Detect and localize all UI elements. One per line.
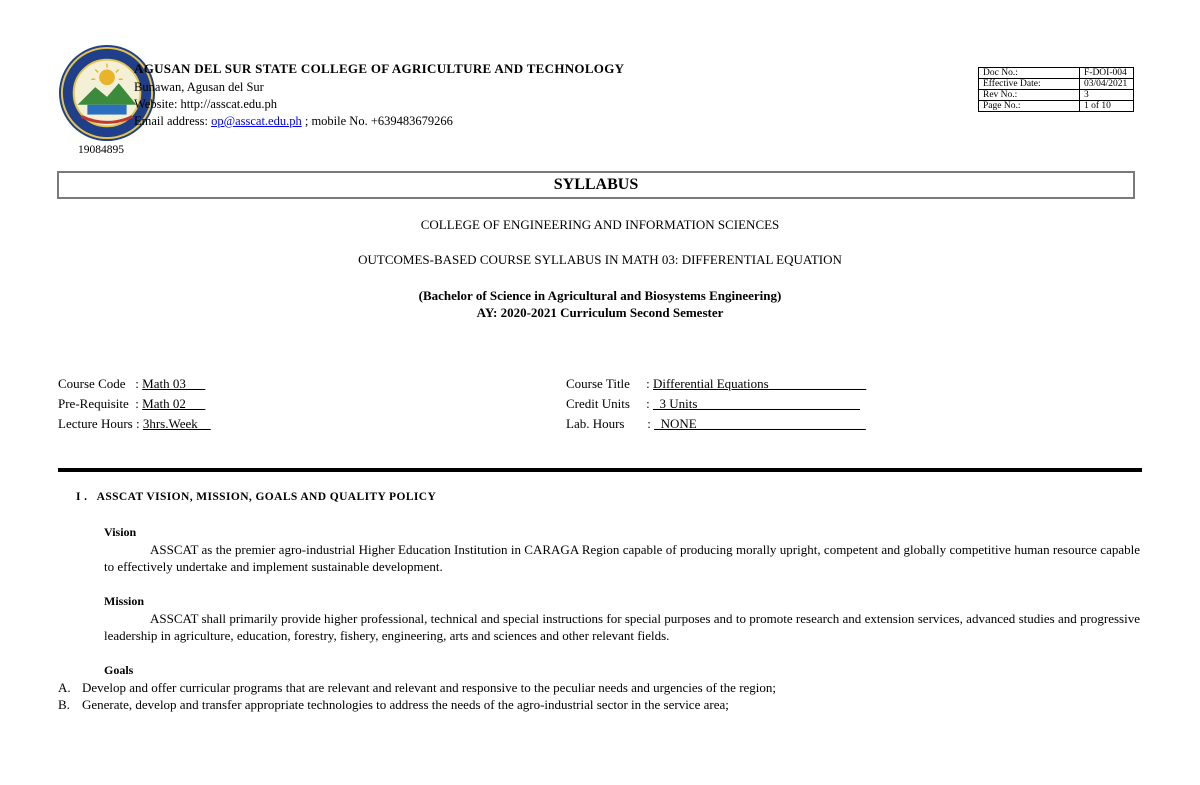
course-title: [566, 376, 866, 392]
goal-letter: B.: [58, 697, 70, 712]
goals-heading: Goals: [104, 663, 134, 677]
course-title-label: Course Title :: [566, 376, 654, 391]
goal-item: [58, 680, 776, 696]
mission-heading: Mission: [104, 594, 145, 608]
school-contact: [134, 114, 453, 129]
vision-heading: Vision: [104, 525, 137, 539]
pre-requisite-value: Math 02: [142, 396, 206, 411]
goal-item: [58, 697, 729, 713]
college-name: COLLEGE OF ENGINEERING AND INFORMATION SCIENCES: [420, 217, 780, 232]
doc-info-value: 03/04/2021: [1080, 79, 1134, 90]
course-syllabus-heading: OUTCOMES-BASED COURSE SYLLABUS IN MATH 03: DIFFERENTIAL EQUATION: [358, 252, 842, 267]
section-title-vmgq: I . ASSCAT VISION, MISSION, GOALS AND QUALITY POLICY: [76, 491, 437, 503]
course-code-label: Course Code :: [58, 376, 143, 391]
section-divider: [58, 468, 1142, 472]
doc-info-row: [979, 90, 1134, 101]
doc-info-label: Doc No.:: [979, 68, 1080, 79]
goal-text: Develop and offer curricular programs that are relevant and relevant and responsive to the peculiar needs and urgencies of the region;: [82, 680, 777, 695]
mission-text: ASSCAT shall primarily provide higher professional, technical and special instructions for special purposes and to promote research and extension services, advanced studies and progressive leadership in agriculture, education, forestry, fishery, engineering, arts and sciences and other relevant fields.: [104, 611, 1140, 643]
academic-year: AY: 2020-2021 Curriculum Second Semester: [476, 305, 724, 320]
document-id: 19084895: [78, 144, 124, 156]
lab-hours: [566, 416, 866, 432]
course-title-value: Differential Equations_______________: [653, 376, 867, 391]
pre-requisite-label: Pre-Requisite :: [58, 396, 143, 411]
pre-requisite: [58, 396, 205, 412]
doc-info-row: [979, 101, 1134, 112]
syllabus-title: SYLLABUS: [57, 171, 1135, 199]
goal-text: Generate, develop and transfer appropriate technologies to address the needs of the agro-industrial sector in the service area;: [82, 697, 729, 712]
doc-info-table: [978, 67, 1134, 112]
doc-info-label: Page No.:: [979, 101, 1080, 112]
course-code-value: Math 03: [142, 376, 206, 391]
doc-info-label: Rev No.:: [979, 90, 1080, 101]
credit-units-label: Credit Units :: [566, 396, 654, 411]
mobile-number: ; mobile No. +639483679266: [301, 114, 453, 128]
lab-hours-value: _NONE__________________________: [654, 416, 866, 431]
vision-text: ASSCAT as the premier agro-industrial Higher Education Institution in CARAGA Region capable of producing morally upright, competent and globally competitive human resource capable to effectively undertake and implement sustainable development.: [104, 542, 1140, 574]
doc-info-value: 1 of 10: [1080, 101, 1134, 112]
doc-info-row: [979, 68, 1134, 79]
course-code: [58, 376, 205, 392]
credit-units-value: _3 Units_________________________: [653, 396, 860, 411]
doc-info-row: [979, 79, 1134, 90]
email-label: Email address:: [134, 114, 212, 128]
goal-letter: A.: [58, 680, 71, 695]
email-link[interactable]: op@asscat.edu.ph: [211, 114, 302, 128]
school-website: Website: http://asscat.edu.ph: [134, 97, 278, 111]
doc-info-label: Effective Date:: [979, 79, 1080, 90]
school-name: AGUSAN DEL SUR STATE COLLEGE OF AGRICULTURE AND TECHNOLOGY: [134, 61, 625, 76]
lab-hours-label: Lab. Hours :: [566, 416, 655, 431]
doc-info-value: 3: [1080, 90, 1134, 101]
lecture-hours-value: 3hrs.Week: [142, 416, 211, 431]
credit-units: [566, 396, 860, 412]
lecture-hours: [58, 416, 211, 432]
program-name: (Bachelor of Science in Agricultural and Biosystems Engineering): [418, 288, 782, 303]
lecture-hours-label: Lecture Hours :: [58, 416, 143, 431]
doc-info-value: F-DOI-004: [1080, 68, 1134, 79]
school-address: Bunawan, Agusan del Sur: [134, 80, 264, 94]
